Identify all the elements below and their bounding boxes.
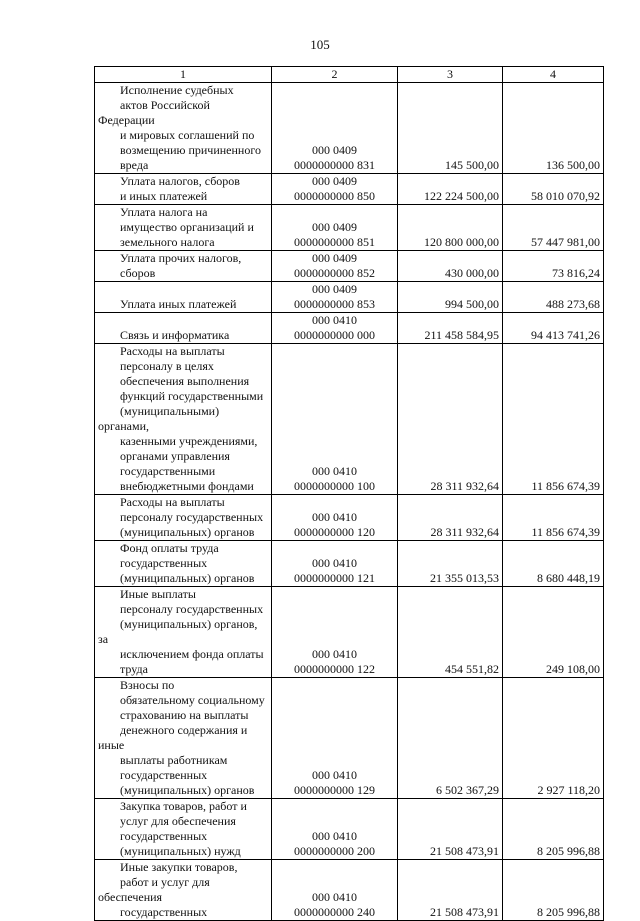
row-name-line: Уплата иных платежей: [120, 297, 237, 311]
row-name: [95, 205, 272, 251]
row-code-line: 0000000000 000: [294, 328, 375, 342]
row-value-actual: 249 108,00: [503, 587, 604, 678]
row-name-line: государственных: [120, 905, 208, 919]
row-code: [272, 251, 398, 282]
row-code-line: 000 0409: [312, 251, 357, 265]
row-value-plan: 122 224 500,00: [398, 174, 503, 205]
row-code: [272, 174, 398, 205]
row-name-line: персоналу государственных: [120, 510, 264, 524]
row-code: [272, 587, 398, 678]
row-code-line: 0000000000 100: [294, 479, 375, 493]
row-code: [272, 313, 398, 344]
row-name-line: исключением фонда оплаты: [120, 647, 264, 661]
table-body: [95, 83, 604, 921]
row-value-plan: 21 508 473,91: [398, 799, 503, 860]
row-name-line: персоналу государственных: [120, 602, 264, 616]
table-row: [95, 83, 604, 174]
row-name-line: органами управления: [120, 449, 230, 463]
row-name-line: Уплата прочих налогов,: [120, 251, 242, 265]
row-name: [95, 860, 272, 921]
row-value-actual: 2 927 118,20: [503, 678, 604, 799]
row-name-line: актов Российской Федерации: [98, 98, 210, 127]
row-code-line: 000 0410: [312, 647, 357, 661]
table-row: [95, 495, 604, 541]
row-name-line: выплаты работникам: [120, 753, 228, 767]
row-code: [272, 860, 398, 921]
row-code-line: 0000000000 200: [294, 844, 375, 858]
row-name-line: обязательному социальному: [120, 693, 265, 707]
table-row: [95, 860, 604, 921]
row-code-line: 000 0410: [312, 829, 357, 843]
row-code-line: 0000000000 240: [294, 905, 375, 919]
row-value-actual: 488 273,68: [503, 282, 604, 313]
row-name-line: [98, 313, 268, 328]
row-value-plan: 120 800 000,00: [398, 205, 503, 251]
row-value-actual: 57 447 981,00: [503, 205, 604, 251]
row-value-actual: 136 500,00: [503, 83, 604, 174]
row-name: [95, 587, 272, 678]
page-number: 105: [310, 37, 330, 52]
row-name-line: сборов: [120, 266, 156, 280]
row-code-line: 0000000000 121: [294, 571, 375, 585]
row-code: [272, 282, 398, 313]
row-name-line: Уплата налога на: [120, 205, 208, 219]
row-code: [272, 799, 398, 860]
row-name-line: труда: [120, 662, 148, 676]
table-row: [95, 541, 604, 587]
row-name: [95, 678, 272, 799]
row-name-line: государственных: [120, 768, 208, 782]
row-code: [272, 205, 398, 251]
table-header: [95, 67, 604, 83]
row-value-plan: 994 500,00: [398, 282, 503, 313]
row-name: [95, 541, 272, 587]
row-name-line: (муниципальными) органами,: [98, 404, 220, 433]
row-value-actual: 58 010 070,92: [503, 174, 604, 205]
table-row: [95, 344, 604, 495]
row-name-line: денежного содержания и иные: [98, 723, 248, 752]
row-name-line: (муниципальных) органов: [120, 571, 255, 585]
row-name-line: государственных: [120, 556, 208, 570]
row-code-line: 0000000000 122: [294, 662, 375, 676]
row-name: [95, 495, 272, 541]
row-code-line: 0000000000 853: [294, 297, 375, 311]
row-name-line: персоналу в целях: [120, 359, 214, 373]
row-name-line: Иные закупки товаров,: [120, 860, 238, 874]
row-code-line: 000 0410: [312, 510, 357, 524]
table-row: [95, 678, 604, 799]
table-row: [95, 799, 604, 860]
row-value-actual: 73 816,24: [503, 251, 604, 282]
row-value-plan: 21 355 013,53: [398, 541, 503, 587]
row-value-actual: 8 680 448,19: [503, 541, 604, 587]
row-code: [272, 344, 398, 495]
row-code-line: 0000000000 831: [294, 158, 375, 172]
row-name-line: имущество организаций и: [120, 220, 254, 234]
row-name-line: страхованию на выплаты: [120, 708, 249, 722]
row-name: [95, 83, 272, 174]
row-value-plan: 145 500,00: [398, 83, 503, 174]
row-code-line: 000 0409: [312, 220, 357, 234]
row-code: [272, 678, 398, 799]
row-name-line: Фонд оплаты труда: [120, 541, 219, 555]
row-name-line: и иных платежей: [120, 189, 208, 203]
row-name-line: возмещению причиненного: [120, 143, 261, 157]
row-code-line: 0000000000 129: [294, 783, 375, 797]
row-name-line: работ и услуг для обеспечения: [98, 875, 210, 904]
row-value-actual: 11 856 674,39: [503, 495, 604, 541]
row-name-line: Связь и информатика: [120, 328, 230, 342]
row-name-line: (муниципальных) органов: [120, 783, 255, 797]
row-code-line: 0000000000 120: [294, 525, 375, 539]
table-row: [95, 174, 604, 205]
row-name-line: вреда: [120, 158, 149, 172]
row-code: [272, 83, 398, 174]
row-name-line: Иные выплаты: [120, 587, 196, 601]
row-name-line: Взносы по: [120, 678, 175, 692]
row-code-line: 000 0410: [312, 890, 357, 904]
row-code-line: 000 0410: [312, 464, 357, 478]
row-name-line: (муниципальных) органов, за: [98, 617, 258, 646]
row-code-line: 000 0410: [312, 313, 357, 327]
row-code: [272, 495, 398, 541]
row-name-line: услуг для обеспечения: [120, 814, 236, 828]
table-row: [95, 205, 604, 251]
row-name: [95, 282, 272, 313]
row-name-line: обеспечения выполнения: [120, 374, 250, 388]
header-col-3: 3: [398, 67, 503, 83]
row-name-line: Исполнение судебных: [120, 83, 234, 97]
row-value-plan: 21 508 473,91: [398, 860, 503, 921]
header-col-4: 4: [503, 67, 604, 83]
header-col-1: 1: [95, 67, 272, 83]
row-value-plan: 430 000,00: [398, 251, 503, 282]
row-name-line: и мировых соглашений по: [120, 128, 255, 142]
row-name: [95, 313, 272, 344]
row-code-line: 0000000000 850: [294, 189, 375, 203]
row-name-line: Расходы на выплаты: [120, 344, 225, 358]
row-value-actual: 8 205 996,88: [503, 860, 604, 921]
row-name-line: Расходы на выплаты: [120, 495, 225, 509]
row-code-line: 000 0410: [312, 556, 357, 570]
row-value-plan: 454 551,82: [398, 587, 503, 678]
row-code-line: 000 0409: [312, 143, 357, 157]
row-name-line: государственных: [120, 829, 208, 843]
budget-table: [94, 66, 604, 921]
row-code-line: 000 0409: [312, 174, 357, 188]
row-name-line: государственными: [120, 464, 216, 478]
row-value-plan: 6 502 367,29: [398, 678, 503, 799]
row-value-plan: 28 311 932,64: [398, 495, 503, 541]
row-name-line: [98, 282, 268, 297]
row-name: [95, 344, 272, 495]
row-value-plan: 28 311 932,64: [398, 344, 503, 495]
row-value-actual: 11 856 674,39: [503, 344, 604, 495]
row-name-line: Уплата налогов, сборов: [120, 174, 240, 188]
row-name-line: Закупка товаров, работ и: [120, 799, 247, 813]
header-row: [95, 67, 604, 83]
table-row: [95, 587, 604, 678]
row-code-line: 000 0409: [312, 282, 357, 296]
row-name-line: земельного налога: [120, 235, 215, 249]
row-name-line: (муниципальных) нужд: [120, 844, 241, 858]
row-name-line: внебюджетными фондами: [120, 479, 254, 493]
row-name-line: (муниципальных) органов: [120, 525, 255, 539]
row-code-line: 0000000000 851: [294, 235, 375, 249]
row-name: [95, 799, 272, 860]
row-name: [95, 251, 272, 282]
header-col-2: 2: [272, 67, 398, 83]
row-value-plan: 211 458 584,95: [398, 313, 503, 344]
row-code-line: 0000000000 852: [294, 266, 375, 280]
row-code: [272, 541, 398, 587]
row-value-actual: 8 205 996,88: [503, 799, 604, 860]
table-row: [95, 313, 604, 344]
row-name-line: казенными учреждениями,: [120, 434, 258, 448]
table-row: [95, 282, 604, 313]
table-row: [95, 251, 604, 282]
row-code-line: 000 0410: [312, 768, 357, 782]
row-name-line: функций государственными: [120, 389, 264, 403]
row-name: [95, 174, 272, 205]
row-value-actual: 94 413 741,26: [503, 313, 604, 344]
